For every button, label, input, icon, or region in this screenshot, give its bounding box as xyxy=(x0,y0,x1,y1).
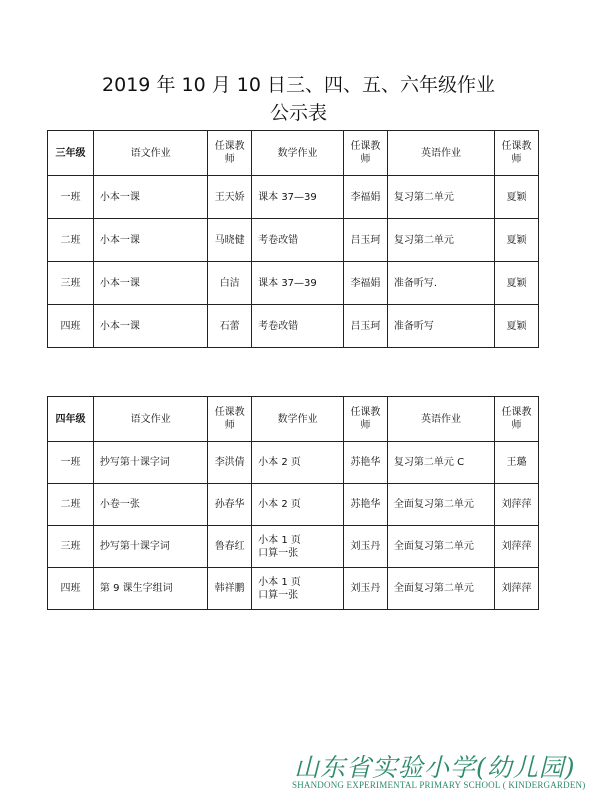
math-cell: 考卷改错 xyxy=(252,305,344,348)
chinese-cell: 小卷一张 xyxy=(93,484,207,526)
class-cell: 一班 xyxy=(48,442,94,484)
chinese-cell: 小本一课 xyxy=(93,262,207,305)
teacher-cell: 白洁 xyxy=(208,262,252,305)
header-math: 数学作业 xyxy=(252,397,344,442)
chinese-cell: 小本一课 xyxy=(93,305,207,348)
header-teacher: 任课教 师 xyxy=(208,397,252,442)
math-cell: 小本 2 页 xyxy=(252,484,344,526)
math-cell: 小本 2 页 xyxy=(252,442,344,484)
table-row xyxy=(48,568,539,610)
table-row xyxy=(48,305,539,348)
teacher-cell: 李洪倩 xyxy=(208,442,252,484)
chinese-cell: 小本一课 xyxy=(93,176,207,219)
header-teacher: 任课教 师 xyxy=(344,397,388,442)
english-cell: 复习第二单元 xyxy=(387,176,494,219)
table-row xyxy=(48,442,539,484)
header-grade: 四年级 xyxy=(48,397,94,442)
teacher-cell: 孙春华 xyxy=(208,484,252,526)
class-cell: 二班 xyxy=(48,484,94,526)
header-chinese: 语文作业 xyxy=(93,131,207,176)
teacher-cell: 夏颖 xyxy=(495,262,539,305)
class-cell: 二班 xyxy=(48,219,94,262)
teacher-cell: 韩祥鹏 xyxy=(208,568,252,610)
teacher-cell: 吕玉珂 xyxy=(344,305,388,348)
grade4-homework-table xyxy=(47,396,539,610)
teacher-cell: 李福娟 xyxy=(344,262,388,305)
teacher-cell: 刘萍萍 xyxy=(495,526,539,568)
math-cell: 小本 1 页 口算一张 xyxy=(252,526,344,568)
class-cell: 四班 xyxy=(48,305,94,348)
teacher-cell: 吕玉珂 xyxy=(344,219,388,262)
teacher-cell: 马晓健 xyxy=(208,219,252,262)
header-grade: 三年级 xyxy=(48,131,94,176)
page-title: 2019 年 10 月 10 日三、四、五、六年级作业 xyxy=(102,74,495,96)
teacher-cell: 苏艳华 xyxy=(344,442,388,484)
table-row xyxy=(48,176,539,219)
chinese-cell: 第 9 课生字组词 xyxy=(93,568,207,610)
teacher-cell: 刘玉丹 xyxy=(344,526,388,568)
header-teacher: 任课教 师 xyxy=(495,397,539,442)
table-row xyxy=(48,484,539,526)
page-subtitle: 公示表 xyxy=(269,102,327,124)
math-cell: 考卷改错 xyxy=(252,219,344,262)
teacher-cell: 刘萍萍 xyxy=(495,484,539,526)
teacher-cell: 夏颖 xyxy=(495,176,539,219)
teacher-cell: 王璐 xyxy=(495,442,539,484)
header-english: 英语作业 xyxy=(387,397,494,442)
english-cell: 准备听写 xyxy=(387,305,494,348)
english-cell: 全面复习第二单元 xyxy=(387,568,494,610)
english-cell: 复习第二单元 xyxy=(387,219,494,262)
teacher-cell: 李福娟 xyxy=(344,176,388,219)
teacher-cell: 夏颖 xyxy=(495,219,539,262)
header-teacher: 任课教 师 xyxy=(495,131,539,176)
chinese-cell: 抄写第十课字词 xyxy=(93,442,207,484)
teacher-cell: 刘萍萍 xyxy=(495,568,539,610)
grade3-homework-table xyxy=(47,130,539,348)
table-header-row xyxy=(48,131,539,176)
school-logo-chinese: 山东省实验小学(幼儿园) xyxy=(294,753,576,782)
class-cell: 三班 xyxy=(48,526,94,568)
math-cell: 课本 37—39 xyxy=(252,262,344,305)
table-row xyxy=(48,262,539,305)
teacher-cell: 王天娇 xyxy=(208,176,252,219)
table-row xyxy=(48,219,539,262)
school-logo-english: SHANDONG EXPERIMENTAL PRIMARY SCHOOL ( KINDERGARDEN) xyxy=(292,780,586,790)
english-cell: 复习第二单元 C xyxy=(387,442,494,484)
table-row xyxy=(48,526,539,568)
school-logo xyxy=(288,748,588,794)
teacher-cell: 石蕾 xyxy=(208,305,252,348)
header-teacher: 任课教 师 xyxy=(344,131,388,176)
table-header-row xyxy=(48,397,539,442)
english-cell: 准备听写. xyxy=(387,262,494,305)
teacher-cell: 苏艳华 xyxy=(344,484,388,526)
teacher-cell: 夏颖 xyxy=(495,305,539,348)
math-cell: 小本 1 页 口算一张 xyxy=(252,568,344,610)
english-cell: 全面复习第二单元 xyxy=(387,484,494,526)
header-english: 英语作业 xyxy=(387,131,494,176)
teacher-cell: 刘玉丹 xyxy=(344,568,388,610)
english-cell: 全面复习第二单元 xyxy=(387,526,494,568)
teacher-cell: 鲁春红 xyxy=(208,526,252,568)
header-teacher: 任课教 师 xyxy=(208,131,252,176)
math-cell: 课本 37—39 xyxy=(252,176,344,219)
class-cell: 三班 xyxy=(48,262,94,305)
class-cell: 一班 xyxy=(48,176,94,219)
chinese-cell: 小本一课 xyxy=(93,219,207,262)
chinese-cell: 抄写第十课字词 xyxy=(93,526,207,568)
class-cell: 四班 xyxy=(48,568,94,610)
header-math: 数学作业 xyxy=(252,131,344,176)
header-chinese: 语文作业 xyxy=(93,397,207,442)
